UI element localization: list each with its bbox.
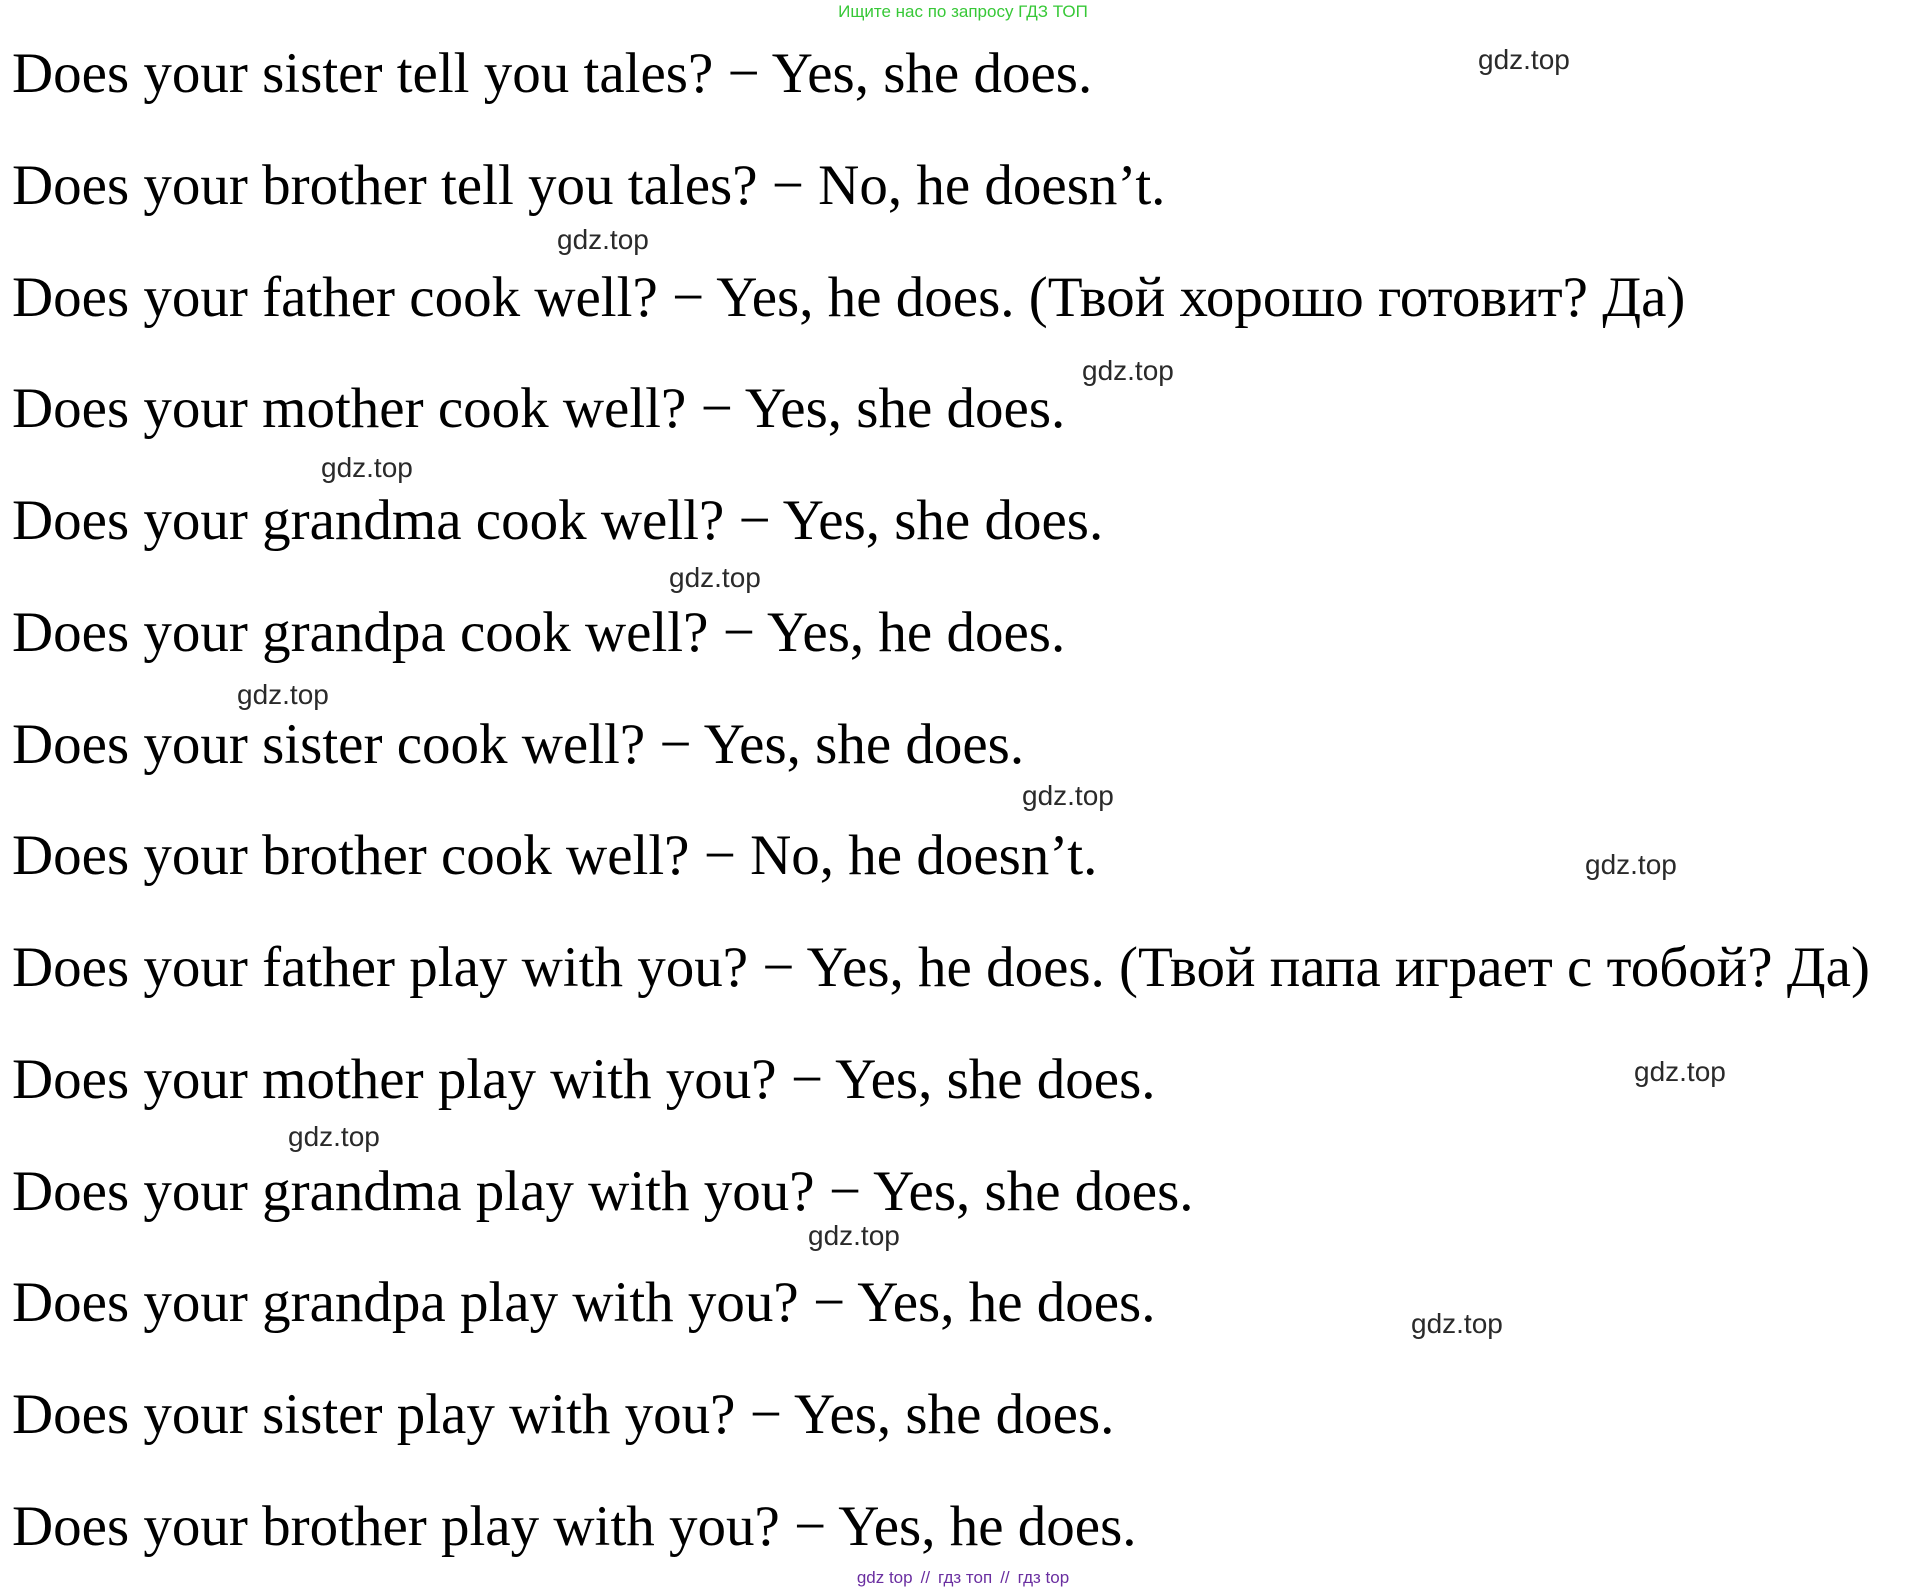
top-banner: Ищите нас по запросу ГДЗ ТОП (838, 2, 1088, 21)
watermark: gdz.top (1634, 1056, 1726, 1087)
watermark: gdz.top (237, 679, 329, 710)
answer-line: Does your father cook well? − Yes, he does. (Твой хорошо готовит? Да) (12, 266, 1686, 329)
answer-line: Does your father play with you? − Yes, he does. (Твой папа играет с тобой? Да) (12, 936, 1870, 999)
watermark: gdz.top (288, 1121, 380, 1152)
answer-line: Does your grandma play with you? − Yes, she does. (12, 1160, 1194, 1223)
answer-line: Does your brother tell you tales? − No, he doesn’t. (12, 154, 1166, 217)
answer-line: Does your mother cook well? − Yes, she does. (12, 377, 1066, 440)
watermark: gdz.top (669, 562, 761, 593)
watermark: gdz.top (1411, 1308, 1503, 1339)
footer-link[interactable]: гдз top (1017, 1568, 1070, 1587)
answer-line: Does your grandpa cook well? − Yes, he does. (12, 601, 1066, 664)
watermark: gdz.top (808, 1220, 900, 1251)
footer-link[interactable]: gdz top (856, 1568, 913, 1587)
footer (0, 1568, 1926, 1588)
footer-separator: // (1000, 1568, 1010, 1587)
watermark: gdz.top (1082, 355, 1174, 386)
answer-line: Does your sister tell you tales? − Yes, she does. (12, 42, 1093, 105)
answer-line: Does your sister cook well? − Yes, she does. (12, 713, 1025, 776)
watermark: gdz.top (1022, 780, 1114, 811)
answer-line: Does your mother play with you? − Yes, she does. (12, 1048, 1156, 1111)
footer-link[interactable]: гдз топ (938, 1568, 993, 1587)
footer-separator: // (920, 1568, 931, 1587)
watermark: gdz.top (1585, 849, 1677, 880)
answer-line: Does your grandma cook well? − Yes, she does. (12, 489, 1104, 552)
watermark: gdz.top (557, 224, 649, 255)
watermark: gdz.top (321, 452, 413, 483)
watermark: gdz.top (1478, 44, 1570, 75)
answer-line: Does your grandpa play with you? − Yes, he does. (12, 1271, 1156, 1334)
answer-line: Does your brother play with you? − Yes, he does. (12, 1495, 1137, 1558)
answer-line: Does your brother cook well? − No, he doesn’t. (12, 824, 1098, 887)
answer-line: Does your sister play with you? − Yes, she does. (12, 1383, 1115, 1446)
